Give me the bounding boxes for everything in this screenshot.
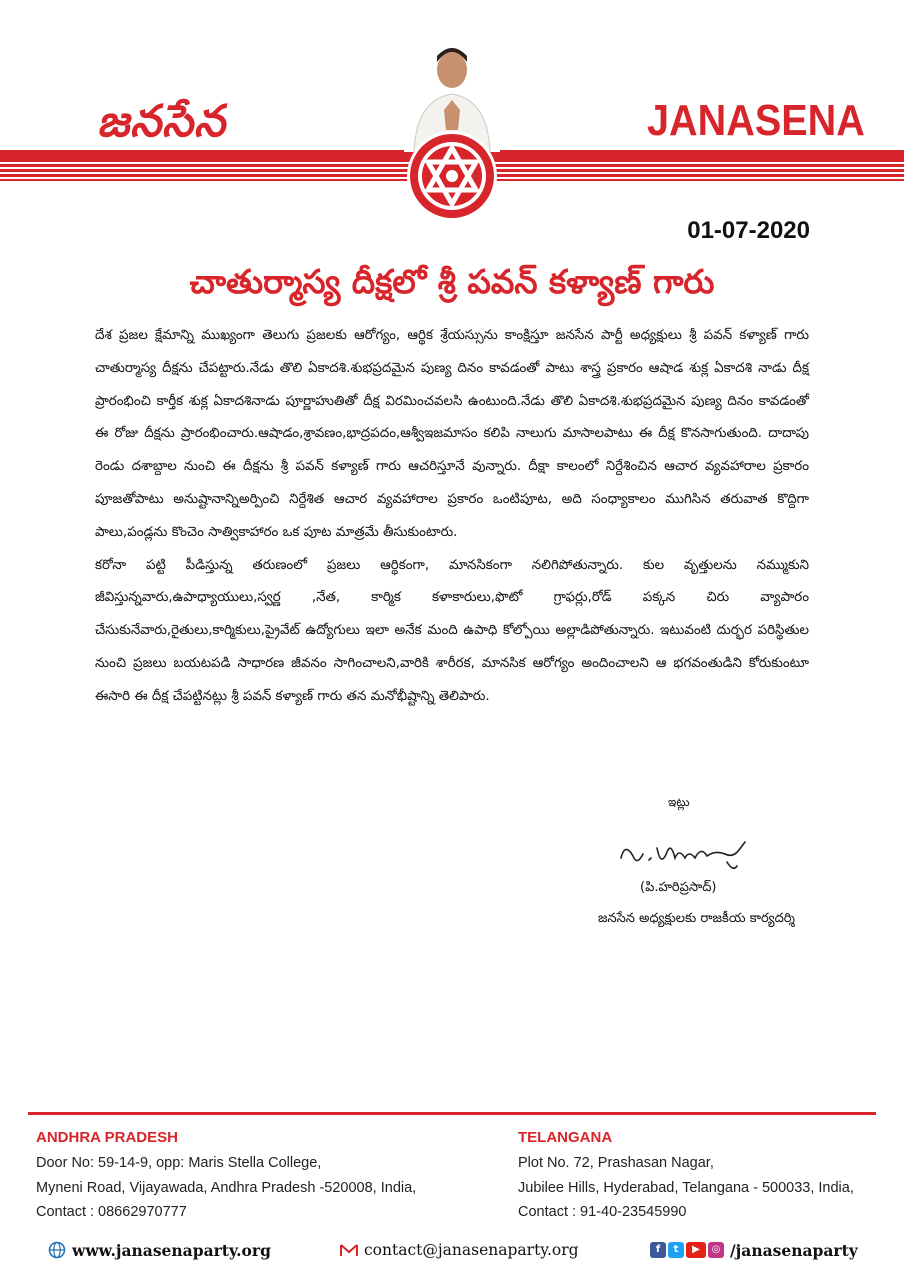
email-text: contact@janasenaparty.org [364,1241,579,1259]
website-link[interactable] [48,1238,271,1262]
twitter-icon[interactable]: t [668,1242,684,1258]
logo-english: JANASENA [647,96,865,145]
contact-number: Contact : 08662970777 [36,1204,187,1220]
email-link[interactable] [340,1238,579,1262]
address-line: Door No: 59-14-9, opp: Maris Stella College, [36,1155,322,1171]
state-heading: TELANGANA [518,1129,613,1146]
social-links[interactable] [650,1238,858,1262]
footer-address-telangana [518,1128,854,1225]
footer-address-andhra-pradesh [36,1128,416,1225]
press-release-title: చాతుర్మాస్య దీక్షలో శ్రీ పవన్ కళ్యాణ్ గారు [189,262,715,301]
address-line: Myneni Road, Vijayawada, Andhra Pradesh -520008, India, [36,1179,417,1196]
globe-icon [48,1241,66,1259]
handwritten-signature [615,828,755,878]
closing-word: ఇట్లు [668,795,690,809]
state-heading: ANDHRA PRADESH [36,1129,178,1146]
press-release-date: 01-07-2020 [687,217,810,244]
signatory-name: (పి.హరిప్రసాద్) [640,880,717,895]
mail-icon [340,1243,358,1257]
social-handle-text: /janasenaparty [730,1240,858,1260]
contact-number: Contact : 91-40-23545990 [518,1204,687,1220]
logo-telugu: జనసేన [97,96,226,147]
address-line: Jubilee Hills, Hyderabad, Telangana - 500033, India, [518,1179,854,1196]
paragraph-1: దేశ ప్రజల క్షేమాన్ని ముఖ్యంగా తెలుగు ప్రజలకు ఆరోగ్యం, ఆర్థిక శ్రేయస్సును కాంక్షిస్తూ జనసేన పార్టీ అధ్యక్షులు శ్రీ పవన్ కళ్యాణ్ గారు చాతుర్మాస్య దీక్షను చేపట్టారు.నేడు తొలి ఏకాదశి.శుభప్రదమైన పుణ్య దినం కావడంతో పాటు శాస్త్ర ప్రకారం ఆషాడ శుక్ల ఏకాదశి నాడు దీక్ష ప్రారంభించి కార్తీక శుక్ల ఏకాదశినాడు పూర్ణాహుతితో దీక్ష విరమించవలసి ఉంటుంది.నేడు తొలి ఏకాదశి.శుభప్రదమైన పుణ్య దినం కావడంతో ఈ రోజు దీక్షను ప్రారంభించారు.ఆషాడం,శ్రావణం,భాద్రపదం,ఆశ్వీఇజమాసం కలిపి నాలుగు మాసాలపాటు ఈ దీక్ష కొనసాగుతుంది. దాదాపు రెండు దశాబ్దాల నుంచి ఈ దీక్షను శ్రీ పవన్ కళ్యాణ్ గారు ఆచరిస్తూనే వున్నారు. దీక్షా కాలంలో నిర్దేశించిన ఆచార వ్యవహారాల ప్రకారం పూజతోపాటు అనుష్టానాన్నిఅర్పించి నిర్దేశిత ఆచార వ్యవహారాల ప్రకారం ఒంటిపూట, అది సంధ్యాకాలం ముగిసిన తరువాత కొద్దిగా పాలు,పండ్లను కొంచెం సాత్వికాహారం ఒక పూట మాత్రమే తీసుకుంటారు. [95,328,809,540]
youtube-icon[interactable]: ▶ [686,1242,706,1258]
instagram-icon[interactable]: ◎ [708,1242,724,1258]
paragraph-2: కరోనా పట్టి పీడిస్తున్న తరుణంలో ప్రజలు ఆర్థికంగా, మానసికంగా నలిగిపోతున్నారు. కుల వృత్తులను నమ్ముకుని జీవిస్తున్నవారు,ఉపాధ్యాయులు,స్వర్ణ ,నేత, కార్మిక కళాకారులు,ఫొటో గ్రాఫర్లు,రోడ్ పక్కన చిరు వ్యాపారం చేసుకునేవారు,రైతులు,కార్మికులు,ప్రైవేట్ ఉద్యోగులు ఇలా అనేక మంది ఉపాధి కోల్పోయి అల్లాడిపోతున్నారు. ఇటువంటి దుర్భర పరిస్థితుల నుంచి ప్రజలు బయటపడి సాధారణ జీవనం సాగించాలని,వారికి శారీరక, మానసిక ఆరోగ్యం అందించాలని ఆ భగవంతుడిని కోరుకుంటూ ఈసారి ఈ దీక్ష చేపట్టినట్లు శ్రీ పవన్ కళ్యాణ్ గారు తన మనోభీష్టాన్ని తెలిపారు. [95,557,809,704]
party-emblem [406,130,498,222]
signatory-designation: జనసేన అధ్యక్షులకు రాజకీయ కార్యదర్శి [598,911,795,926]
website-text: www.janasenaparty.org [72,1240,271,1260]
press-release-body [95,320,809,714]
letterhead [0,0,904,220]
address-line: Plot No. 72, Prashasan Nagar, [518,1155,714,1171]
facebook-icon[interactable]: f [650,1242,666,1258]
footer-divider [28,1112,876,1115]
